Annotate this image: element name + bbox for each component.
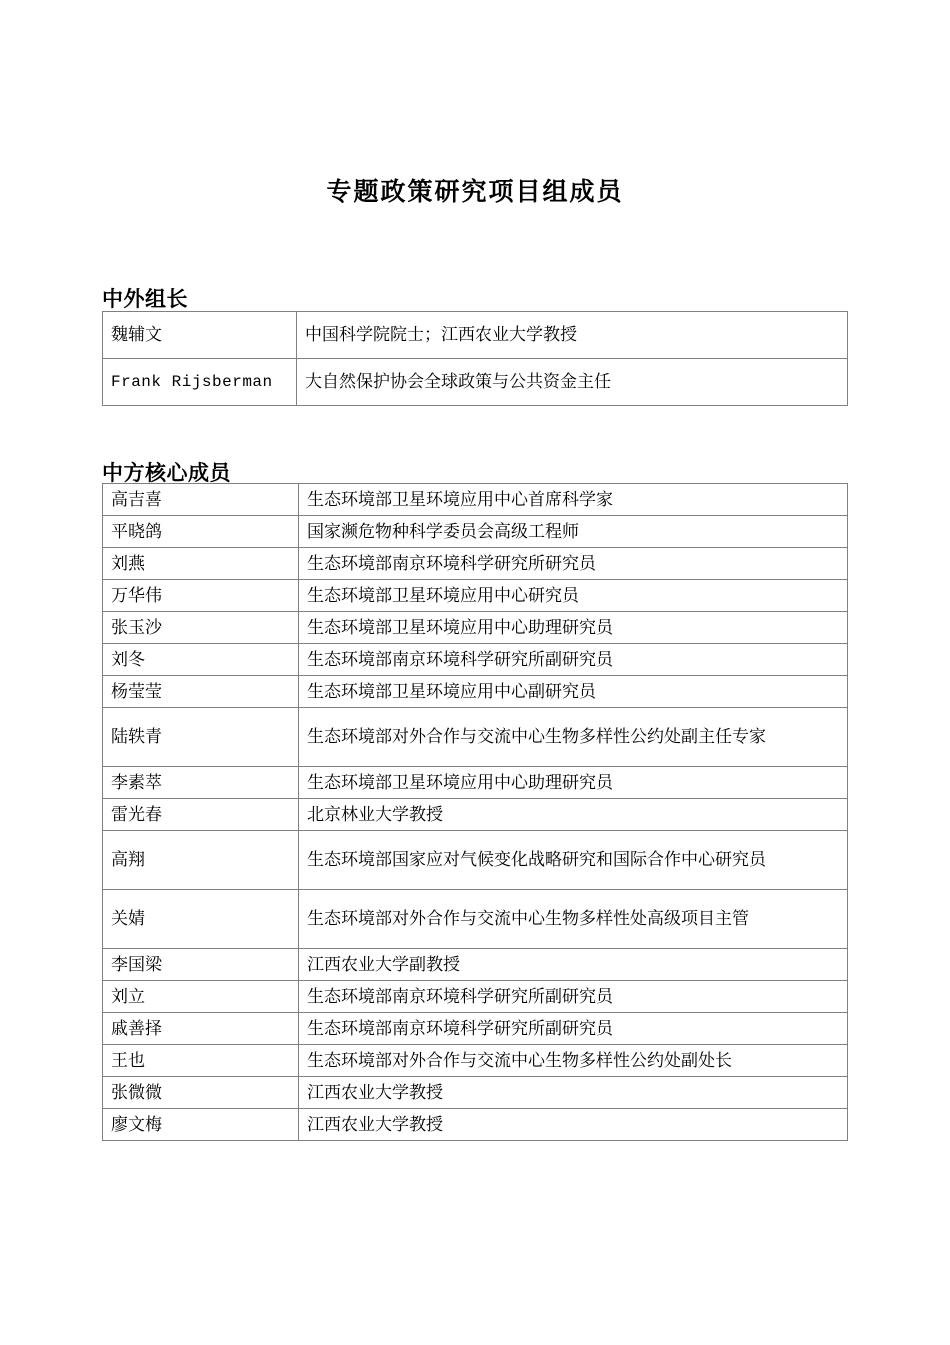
member-role: 国家濒危物种科学委员会高级工程师 (299, 516, 848, 548)
table-row (103, 676, 848, 708)
section-heading-core-members: 中方核心成员 (102, 462, 231, 486)
table-row (103, 580, 848, 612)
member-role: 江西农业大学教授 (299, 1109, 848, 1141)
table-row (103, 949, 848, 981)
table-row (103, 359, 848, 406)
table-row (103, 644, 848, 676)
section-heading-leaders: 中外组长 (102, 288, 188, 312)
member-role: 生态环境部卫星环境应用中心研究员 (299, 580, 848, 612)
member-role: 生态环境部国家应对气候变化战略研究和国际合作中心研究员 (299, 831, 848, 890)
table-row (103, 516, 848, 548)
table-row (103, 484, 848, 516)
member-name: 刘立 (103, 981, 299, 1013)
member-role: 生态环境部对外合作与交流中心生物多样性处高级项目主管 (299, 890, 848, 949)
member-name: 高吉喜 (103, 484, 299, 516)
member-name: 戚善择 (103, 1013, 299, 1045)
member-name: 李国梁 (103, 949, 299, 981)
member-role: 生态环境部卫星环境应用中心副研究员 (299, 676, 848, 708)
member-name: 万华伟 (103, 580, 299, 612)
member-name: 陆轶青 (103, 708, 299, 767)
member-role: 生态环境部卫星环境应用中心助理研究员 (299, 612, 848, 644)
table-row (103, 981, 848, 1013)
member-name: 杨莹莹 (103, 676, 299, 708)
member-name: 高翔 (103, 831, 299, 890)
member-role: 生态环境部南京环境科学研究所研究员 (299, 548, 848, 580)
member-name: 张微微 (103, 1077, 299, 1109)
member-name: 平晓鸽 (103, 516, 299, 548)
member-name: 刘燕 (103, 548, 299, 580)
table-row (103, 708, 848, 767)
member-role: 生态环境部南京环境科学研究所副研究员 (299, 644, 848, 676)
table-row (103, 831, 848, 890)
member-role: 生态环境部卫星环境应用中心助理研究员 (299, 767, 848, 799)
member-name: 张玉沙 (103, 612, 299, 644)
member-role: 生态环境部卫星环境应用中心首席科学家 (299, 484, 848, 516)
member-name: 李素萃 (103, 767, 299, 799)
member-role: 生态环境部南京环境科学研究所副研究员 (299, 981, 848, 1013)
table-row (103, 1109, 848, 1141)
table-row (103, 1077, 848, 1109)
member-role: 中国科学院院士；江西农业大学教授 (297, 312, 848, 359)
table-row (103, 548, 848, 580)
member-name: 雷光春 (103, 799, 299, 831)
member-role: 大自然保护协会全球政策与公共资金主任 (297, 359, 848, 406)
table-row (103, 767, 848, 799)
table-row (103, 890, 848, 949)
table-row (103, 1013, 848, 1045)
member-role: 江西农业大学教授 (299, 1077, 848, 1109)
page-title: 专题政策研究项目组成员 (326, 178, 624, 206)
member-name: 刘冬 (103, 644, 299, 676)
table-row (103, 799, 848, 831)
leaders-table (102, 311, 848, 406)
member-role: 江西农业大学副教授 (299, 949, 848, 981)
member-role: 生态环境部对外合作与交流中心生物多样性公约处副处长 (299, 1045, 848, 1077)
member-role: 生态环境部南京环境科学研究所副研究员 (299, 1013, 848, 1045)
member-name: 王也 (103, 1045, 299, 1077)
table-row (103, 1045, 848, 1077)
member-role: 北京林业大学教授 (299, 799, 848, 831)
member-name: Frank Rijsberman (103, 359, 297, 406)
core-members-table (102, 483, 848, 1141)
table-row (103, 612, 848, 644)
member-role: 生态环境部对外合作与交流中心生物多样性公约处副主任专家 (299, 708, 848, 767)
member-name: 魏辅文 (103, 312, 297, 359)
member-name: 关婧 (103, 890, 299, 949)
member-name: 廖文梅 (103, 1109, 299, 1141)
table-row (103, 312, 848, 359)
